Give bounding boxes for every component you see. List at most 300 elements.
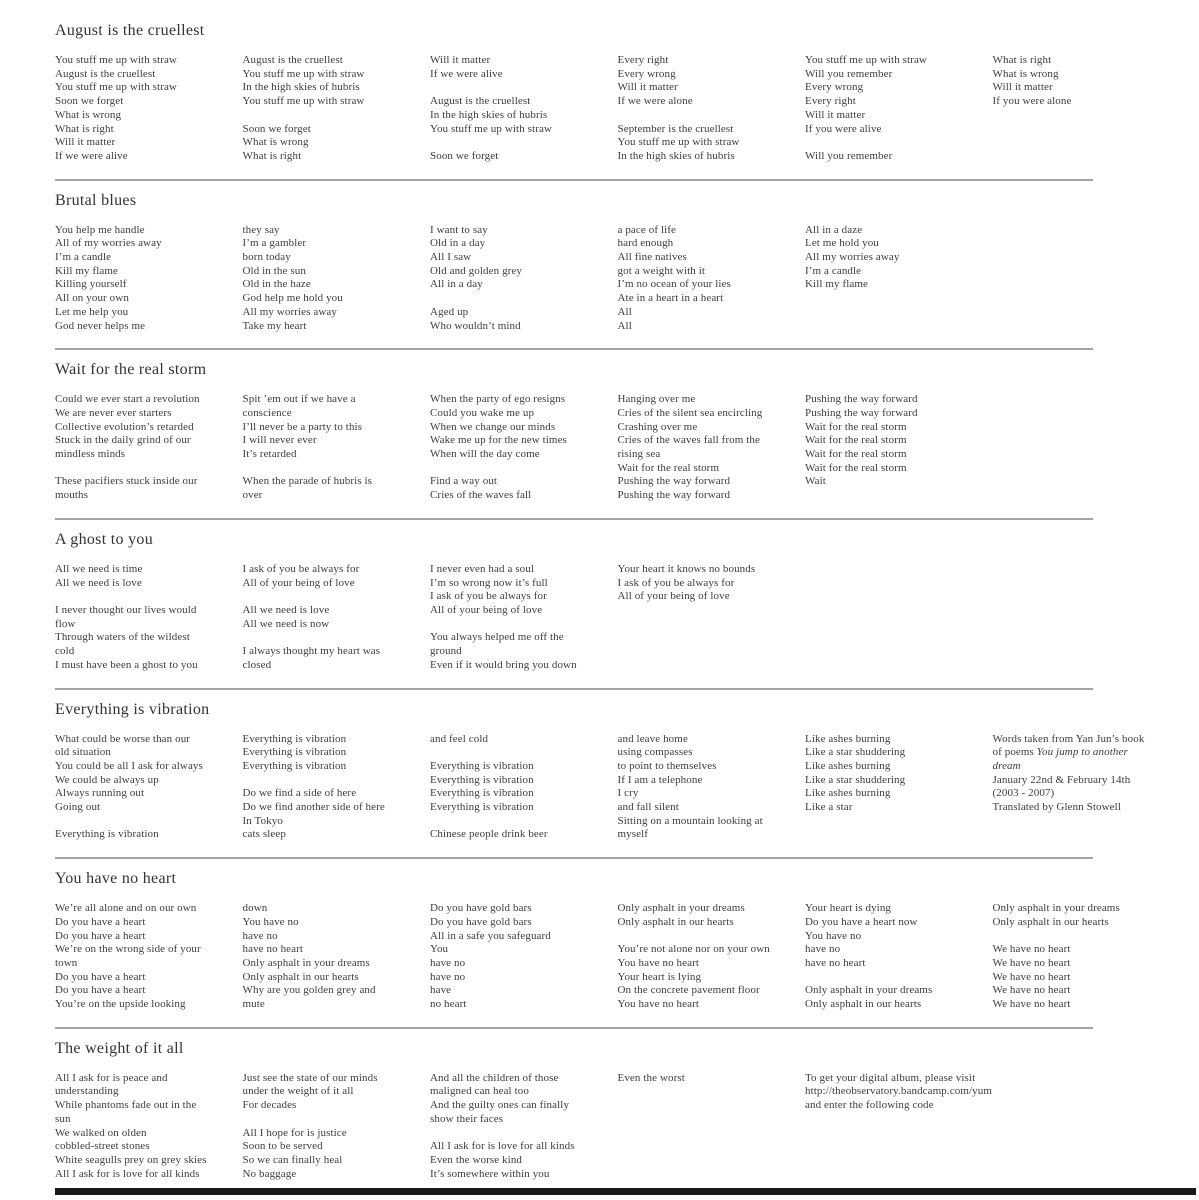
section-divider (55, 1027, 1093, 1029)
lyric-line: August is the cruellest (55, 67, 156, 80)
lyric-line: I always thought my heart was (242, 645, 381, 658)
lyric-line: dream (992, 759, 1021, 772)
lyric-line: We’re all alone and on our own (55, 902, 197, 915)
lyric-line: I’m a candle (55, 251, 112, 264)
lyric-line: What could be worse than our (55, 732, 191, 745)
lyric-line: Why are you golden grey and (242, 984, 376, 997)
lyric-column (55, 563, 243, 673)
lyric-line: Will it matter (992, 81, 1053, 94)
lyric-line: to point to themselves (617, 759, 717, 772)
lyric-line: You’re not alone nor on your own (617, 943, 770, 956)
lyric-columns (55, 902, 1199, 1012)
song-title: Wait for the real storm (55, 361, 207, 379)
lyric-column (618, 902, 806, 1012)
lyric-columns (55, 54, 1199, 164)
lyric-line: I want to say (430, 223, 488, 236)
lyric-line: We have no heart (992, 943, 1071, 956)
lyric-line: under the weight of it all (242, 1085, 354, 1098)
lyric-line: On the concrete pavement floor (617, 984, 760, 997)
lyric-line: Just see the state of our minds (242, 1071, 378, 1084)
lyric-line: Through waters of the wildest (55, 631, 190, 644)
lyric-line: cobbled-street stones (55, 1140, 150, 1153)
lyric-line: August is the cruellest (242, 54, 343, 66)
lyric-line: Only asphalt in our hearts (992, 915, 1109, 928)
lyric-line: No baggage (242, 1167, 297, 1180)
lyric-line: I’m a gambler (242, 237, 307, 250)
lyric-line: Do you have a heart (55, 929, 146, 942)
lyric-line: I must have been a ghost to you (55, 658, 198, 671)
lyric-line: they say (242, 223, 280, 236)
lyric-line: http://theobservatory.bandcamp.com/yum (805, 1085, 992, 1098)
lyric-line: got a weight with it (617, 264, 706, 277)
lyric-line: You’re on the upside looking (55, 998, 186, 1011)
lyric-line: down (242, 902, 268, 915)
lyric-line: town (55, 956, 78, 969)
lyric-line: Everything is vibration (430, 759, 534, 772)
lyric-line: Even the worse kind (430, 1153, 523, 1166)
lyric-line: Only asphalt in your dreams (992, 902, 1120, 915)
lyric-line: Do you have a heart now (805, 915, 918, 928)
lyric-line: Let me hold you (805, 237, 879, 250)
lyric-line: Pushing the way forward (617, 475, 731, 488)
lyric-line: Who wouldn’t mind (430, 319, 521, 332)
lyric-line: Do you have a heart (55, 984, 146, 997)
song-section (55, 192, 1199, 351)
lyric-line: old situation (55, 746, 111, 759)
lyric-line: If we were alive (55, 149, 128, 162)
lyric-line: While phantoms fade out in the (55, 1099, 197, 1112)
lyric-line: You have no heart (617, 956, 700, 969)
lyric-line: We have no heart (992, 956, 1071, 969)
lyric-line: You stuff me up with straw (805, 54, 927, 66)
lyric-line: All in a day (430, 278, 483, 291)
lyric-line: All in a safe you safeguard (430, 929, 551, 942)
lyric-line: have no (430, 970, 466, 983)
lyric-line: We have no heart (992, 970, 1071, 983)
lyric-line: If we were alone (617, 95, 693, 108)
lyric-column (618, 733, 806, 843)
lyric-line: Cries of the silent sea encircling (617, 406, 763, 419)
lyric-line: I ask of you be always for (430, 590, 547, 603)
lyric-line: Will it matter (55, 136, 116, 149)
lyric-line: Every wrong (617, 67, 676, 80)
lyric-line: When we change our minds (430, 420, 556, 433)
lyric-line: Like a star shuddering (805, 773, 906, 786)
lyric-column (993, 902, 1181, 1012)
lyric-line: Your heart is dying (805, 902, 892, 915)
lyric-line: of poems You jump to another (992, 746, 1128, 759)
lyric-line: Always running out (55, 787, 145, 800)
lyric-line: Killing yourself (55, 278, 127, 291)
lyric-line: These pacifiers stuck inside our (55, 475, 198, 488)
lyric-line: Every wrong (805, 81, 864, 94)
lyric-line: Even if it would bring you down (430, 658, 577, 671)
lyric-column (805, 54, 993, 164)
lyric-line: Will you remember (805, 67, 893, 80)
lyric-column (618, 563, 806, 604)
lyric-line: cats sleep (242, 828, 286, 841)
song-section (55, 361, 1199, 520)
lyric-line: We are never ever starters (55, 406, 172, 419)
lyric-line: You stuff me up with straw (55, 54, 177, 66)
lyric-line: Like a star (805, 801, 853, 814)
song-section (55, 701, 1199, 860)
lyric-line: Soon we forget (55, 95, 124, 108)
lyric-line: If you were alive (805, 122, 882, 135)
song-title: A ghost to you (55, 530, 153, 548)
section-divider (55, 518, 1093, 520)
lyric-line: In Tokyo (242, 814, 283, 827)
lyric-line: All I saw (430, 251, 472, 264)
lyric-line: In the high skies of hubris (242, 81, 360, 94)
lyric-column (430, 393, 618, 503)
lyric-line: You stuff me up with straw (242, 95, 365, 108)
lyric-columns (55, 224, 1199, 334)
lyric-line: All we need is love (55, 576, 142, 589)
lyric-line: Wake me up for the new times (430, 434, 567, 447)
lyric-line: All I hope for is justice (242, 1126, 347, 1139)
lyric-line: Even the worst (617, 1071, 685, 1084)
lyric-line: have no (242, 929, 278, 942)
lyric-line: So we can finally heal (242, 1153, 343, 1166)
lyric-line: All I ask for is love for all kinds (55, 1167, 200, 1180)
lyric-column (618, 1072, 806, 1086)
lyric-line: understanding (55, 1085, 119, 1098)
lyric-line: Ate in a heart in a heart (617, 292, 724, 305)
lyric-line: have no (805, 943, 841, 956)
lyric-line: In the high skies of hubris (617, 149, 735, 162)
song-title: Everything is vibration (55, 700, 210, 718)
lyric-line: Do you have gold bars (430, 915, 532, 928)
lyric-line: If you were alone (992, 95, 1072, 108)
lyric-column (55, 1072, 243, 1182)
song-section (55, 1040, 1199, 1182)
lyric-line: Do you have a heart (55, 970, 146, 983)
lyric-line: Sitting on a mountain looking at (617, 814, 763, 827)
lyric-column (243, 224, 431, 334)
song-section (55, 531, 1199, 690)
lyric-column (430, 224, 618, 334)
lyric-line: Everything is vibration (430, 787, 534, 800)
bottom-bar (55, 1188, 1196, 1195)
lyric-line: What is right (992, 54, 1052, 66)
lyric-line: Only asphalt in your dreams (805, 984, 933, 997)
lyric-line: Soon we forget (242, 122, 311, 135)
lyric-column (243, 733, 431, 843)
lyric-line: Only asphalt in our hearts (242, 970, 359, 983)
lyric-line: Only asphalt in our hearts (805, 998, 922, 1011)
lyric-column (993, 733, 1181, 815)
lyric-line: You always helped me off the (430, 631, 564, 644)
lyric-column (55, 393, 243, 503)
lyric-line: All I ask for is love for all kinds (430, 1140, 575, 1153)
lyric-column (805, 1072, 993, 1113)
lyric-line: All of your being of love (617, 590, 730, 603)
lyric-line: In the high skies of hubris (430, 108, 548, 121)
section-divider (55, 857, 1093, 859)
song-sections-container (55, 22, 1199, 1181)
lyric-line: Only asphalt in your dreams (617, 902, 745, 915)
lyric-line: Translated by Glenn Stowell (992, 801, 1121, 814)
lyric-line: We have no heart (992, 998, 1071, 1011)
lyric-line: have no heart (242, 943, 304, 956)
lyric-line: We could be always up (55, 773, 159, 786)
song-section (55, 22, 1199, 181)
lyric-line: Crashing over me (617, 420, 698, 433)
lyric-line: sun (55, 1112, 71, 1125)
lyric-line: It’s retarded (242, 448, 297, 461)
song-title: Brutal blues (55, 191, 137, 209)
lyric-line: rising sea (617, 448, 661, 461)
lyric-line: Could we ever start a revolution (55, 393, 200, 406)
lyric-line: Do we find a side of here (242, 787, 357, 800)
lyric-line: We walked on olden (55, 1126, 147, 1139)
lyric-line: (2003 - 2007) (992, 787, 1055, 800)
lyric-line: Could you wake me up (430, 406, 535, 419)
lyric-line: All we need is time (55, 562, 143, 575)
lyric-line: August is the cruellest (430, 95, 531, 108)
lyric-column (430, 1072, 618, 1182)
lyric-column (430, 902, 618, 1012)
lyric-line: Soon we forget (430, 149, 499, 162)
lyric-line: Kill my flame (805, 278, 869, 291)
lyric-line: conscience (242, 406, 292, 419)
lyric-column (430, 733, 618, 843)
lyric-line: God never helps me (55, 319, 146, 332)
lyric-line: When will the day come (430, 448, 540, 461)
song-title: You have no heart (55, 870, 177, 888)
lyric-line: Do you have a heart (55, 915, 146, 928)
lyric-column (993, 54, 1181, 109)
lyric-column (243, 54, 431, 164)
lyric-columns (55, 733, 1199, 843)
lyric-line: What is wrong (992, 67, 1059, 80)
lyric-line: All (617, 305, 632, 318)
lyric-line: All in a daze (805, 223, 863, 236)
lyric-line: Wait for the real storm (805, 434, 907, 447)
lyric-line: Kill my flame (55, 264, 119, 277)
lyric-line: Wait for the real storm (805, 420, 907, 433)
lyric-line: have no heart (805, 956, 866, 969)
lyric-line: Your heart is lying (617, 970, 702, 983)
lyric-column (805, 733, 993, 815)
lyric-line: Old in a day (430, 237, 486, 250)
lyric-line: Pushing the way forward (805, 406, 918, 419)
lyric-line: show their faces (430, 1112, 504, 1125)
lyric-line: Let me help you (55, 305, 129, 318)
lyric-line: We have no heart (992, 984, 1071, 997)
lyric-line: I will never ever (242, 434, 317, 447)
song-title: August is the cruellest (55, 22, 205, 39)
lyric-line: Every right (805, 95, 856, 108)
lyric-line: hard enough (617, 237, 674, 250)
lyric-line: have (430, 984, 452, 997)
lyric-line: I’ll never be a party to this (242, 420, 363, 433)
lyric-line: All of your being of love (242, 576, 355, 589)
lyric-line: Wait for the real storm (805, 461, 907, 474)
lyric-line: All fine natives (617, 251, 687, 264)
lyric-line: You stuff me up with straw (617, 136, 740, 149)
lyric-line: Going out (55, 801, 101, 814)
lyric-column (243, 393, 431, 503)
lyric-line: All we need is love (242, 603, 330, 616)
lyric-line: and feel cold (430, 732, 489, 745)
lyric-line: I never thought our lives would (55, 603, 197, 616)
lyric-column (618, 393, 806, 503)
song-section (55, 870, 1199, 1029)
lyric-line: Will it matter (430, 54, 491, 66)
lyric-line: Spit ’em out if we have a (242, 393, 356, 406)
lyric-line: To get your digital album, please visit (805, 1071, 976, 1084)
lyric-line: Cries of the waves fall from the (617, 434, 760, 447)
lyric-line: I’m no ocean of your lies (617, 278, 731, 291)
lyric-line: All on your own (55, 292, 129, 305)
lyric-line: And all the children of those (430, 1071, 559, 1084)
lyric-line: mute (242, 998, 265, 1011)
section-divider (55, 179, 1093, 181)
lyric-line: Like ashes burning (805, 732, 891, 745)
lyric-line: We’re on the wrong side of your (55, 943, 201, 956)
lyric-line: White seagulls prey on grey skies (55, 1153, 207, 1166)
section-divider (55, 348, 1093, 350)
lyric-line: maligned can heal too (430, 1085, 529, 1098)
lyric-line: Your heart it knows no bounds (617, 562, 756, 575)
lyric-line: Take my heart (242, 319, 307, 332)
lyric-line: Will it matter (617, 81, 678, 94)
lyric-line: All I ask for is peace and (55, 1071, 168, 1084)
lyric-columns (55, 1072, 1199, 1182)
lyric-line: All of my worries away (55, 237, 162, 250)
lyric-line: Only asphalt in your dreams (242, 956, 370, 969)
lyric-line: Cries of the waves fall (430, 489, 532, 502)
lyric-line: Words taken from Yan Jun’s book (992, 732, 1145, 745)
lyric-column (618, 54, 806, 164)
lyric-line: ground (430, 645, 462, 658)
lyric-line: Everything is vibration (242, 759, 347, 772)
lyric-line: Only asphalt in our hearts (617, 915, 734, 928)
lyric-line: mindless minds (55, 448, 126, 461)
lyric-line: Old and golden grey (430, 264, 523, 277)
song-title: The weight of it all (55, 1039, 184, 1057)
lyric-line: You have no (242, 915, 299, 928)
lyric-line: Soon to be served (242, 1140, 323, 1153)
lyric-columns (55, 563, 1199, 673)
lyric-line: All (617, 319, 632, 332)
lyric-line: Everything is vibration (55, 828, 159, 841)
lyric-line: I’m a candle (805, 264, 862, 277)
lyric-line: I cry (617, 787, 639, 800)
lyric-line: flow (55, 617, 76, 630)
lyric-line: no heart (430, 998, 467, 1011)
lyric-line: If we were alive (430, 67, 503, 80)
lyric-column (55, 733, 243, 843)
lyric-line: All of your being of love (430, 603, 543, 616)
lyric-line: You could be all I ask for always (55, 759, 203, 772)
lyric-line: September is the cruellest (617, 122, 734, 135)
lyric-line: Wait (805, 475, 826, 488)
lyric-line: Like a star shuddering (805, 746, 906, 759)
lyric-column (55, 902, 243, 1012)
lyric-line: and fall silent (617, 801, 679, 814)
lyric-line: Like ashes burning (805, 759, 891, 772)
lyric-line: What is right (242, 149, 302, 162)
lyric-line: And the guilty ones can finally (430, 1099, 570, 1112)
lyric-column (805, 224, 993, 293)
lyric-line: You have no heart (617, 998, 700, 1011)
lyric-line: You stuff me up with straw (242, 67, 365, 80)
lyric-line: I never even had a soul (430, 562, 535, 575)
lyric-line: Will it matter (805, 108, 866, 121)
lyric-line: Old in the haze (242, 278, 311, 291)
lyric-line: Will you remember (805, 149, 893, 162)
lyric-line: You stuff me up with straw (430, 122, 552, 135)
lyric-line: mouths (55, 489, 88, 502)
lyric-line: When the parade of hubris is (242, 475, 373, 488)
lyric-line: All we need is now (242, 617, 330, 630)
lyric-line: Everything is vibration (430, 801, 534, 814)
lyric-columns (55, 393, 1199, 503)
lyric-column (55, 54, 243, 164)
lyric-line: Do we find another side of here (242, 801, 385, 814)
lyric-line: cold (55, 645, 75, 658)
lyric-line: If I am a telephone (617, 773, 703, 786)
lyric-line: I ask of you be always for (242, 562, 360, 575)
lyric-line: Hanging over me (617, 393, 696, 406)
lyric-line: Old in the sun (242, 264, 306, 277)
lyric-line: When the party of ego resigns (430, 393, 566, 406)
lyric-line: What is wrong (55, 108, 122, 121)
lyric-column (243, 1072, 431, 1182)
lyric-line: I ask of you be always for (617, 576, 735, 589)
lyric-line: using compasses (617, 746, 693, 759)
lyric-line: a pace of life (617, 223, 676, 236)
lyric-line: have no (430, 956, 466, 969)
lyric-line: and leave home (617, 732, 688, 745)
lyric-column (805, 393, 993, 489)
lyric-line: Wait for the real storm (617, 461, 720, 474)
lyric-line: You have no (805, 929, 862, 942)
lyric-line: For decades (242, 1099, 297, 1112)
lyric-line: Like ashes burning (805, 787, 891, 800)
lyric-column (55, 224, 243, 334)
lyric-column (618, 224, 806, 334)
lyric-line: You (430, 943, 449, 956)
lyric-line: What is right (55, 122, 114, 135)
lyric-line: God help me hold you (242, 292, 343, 305)
lyric-line: over (242, 489, 263, 502)
lyric-line: Every right (617, 54, 669, 66)
lyric-column (805, 902, 993, 1012)
lyric-line: Stuck in the daily grind of our (55, 434, 191, 447)
lyric-column (243, 563, 431, 673)
lyric-column (430, 54, 618, 164)
lyric-line: Wait for the real storm (805, 448, 907, 461)
lyric-line: What is wrong (242, 136, 309, 149)
lyric-line: Everything is vibration (430, 773, 534, 786)
lyric-line: You help me handle (55, 223, 145, 236)
lyric-column (243, 902, 431, 1012)
lyric-line: Everything is vibration (242, 732, 347, 745)
lyric-line: born today (242, 251, 291, 264)
lyric-line: Pushing the way forward (805, 393, 918, 406)
lyric-line: Chinese people drink beer (430, 828, 548, 841)
lyric-line: and enter the following code (805, 1099, 934, 1112)
lyric-line: Pushing the way forward (617, 489, 731, 502)
lyric-line: closed (242, 658, 272, 671)
lyric-line: I’m so wrong now it’s full (430, 576, 548, 589)
lyric-line: Find a way out (430, 475, 498, 488)
lyric-line: All my worries away (805, 251, 900, 264)
